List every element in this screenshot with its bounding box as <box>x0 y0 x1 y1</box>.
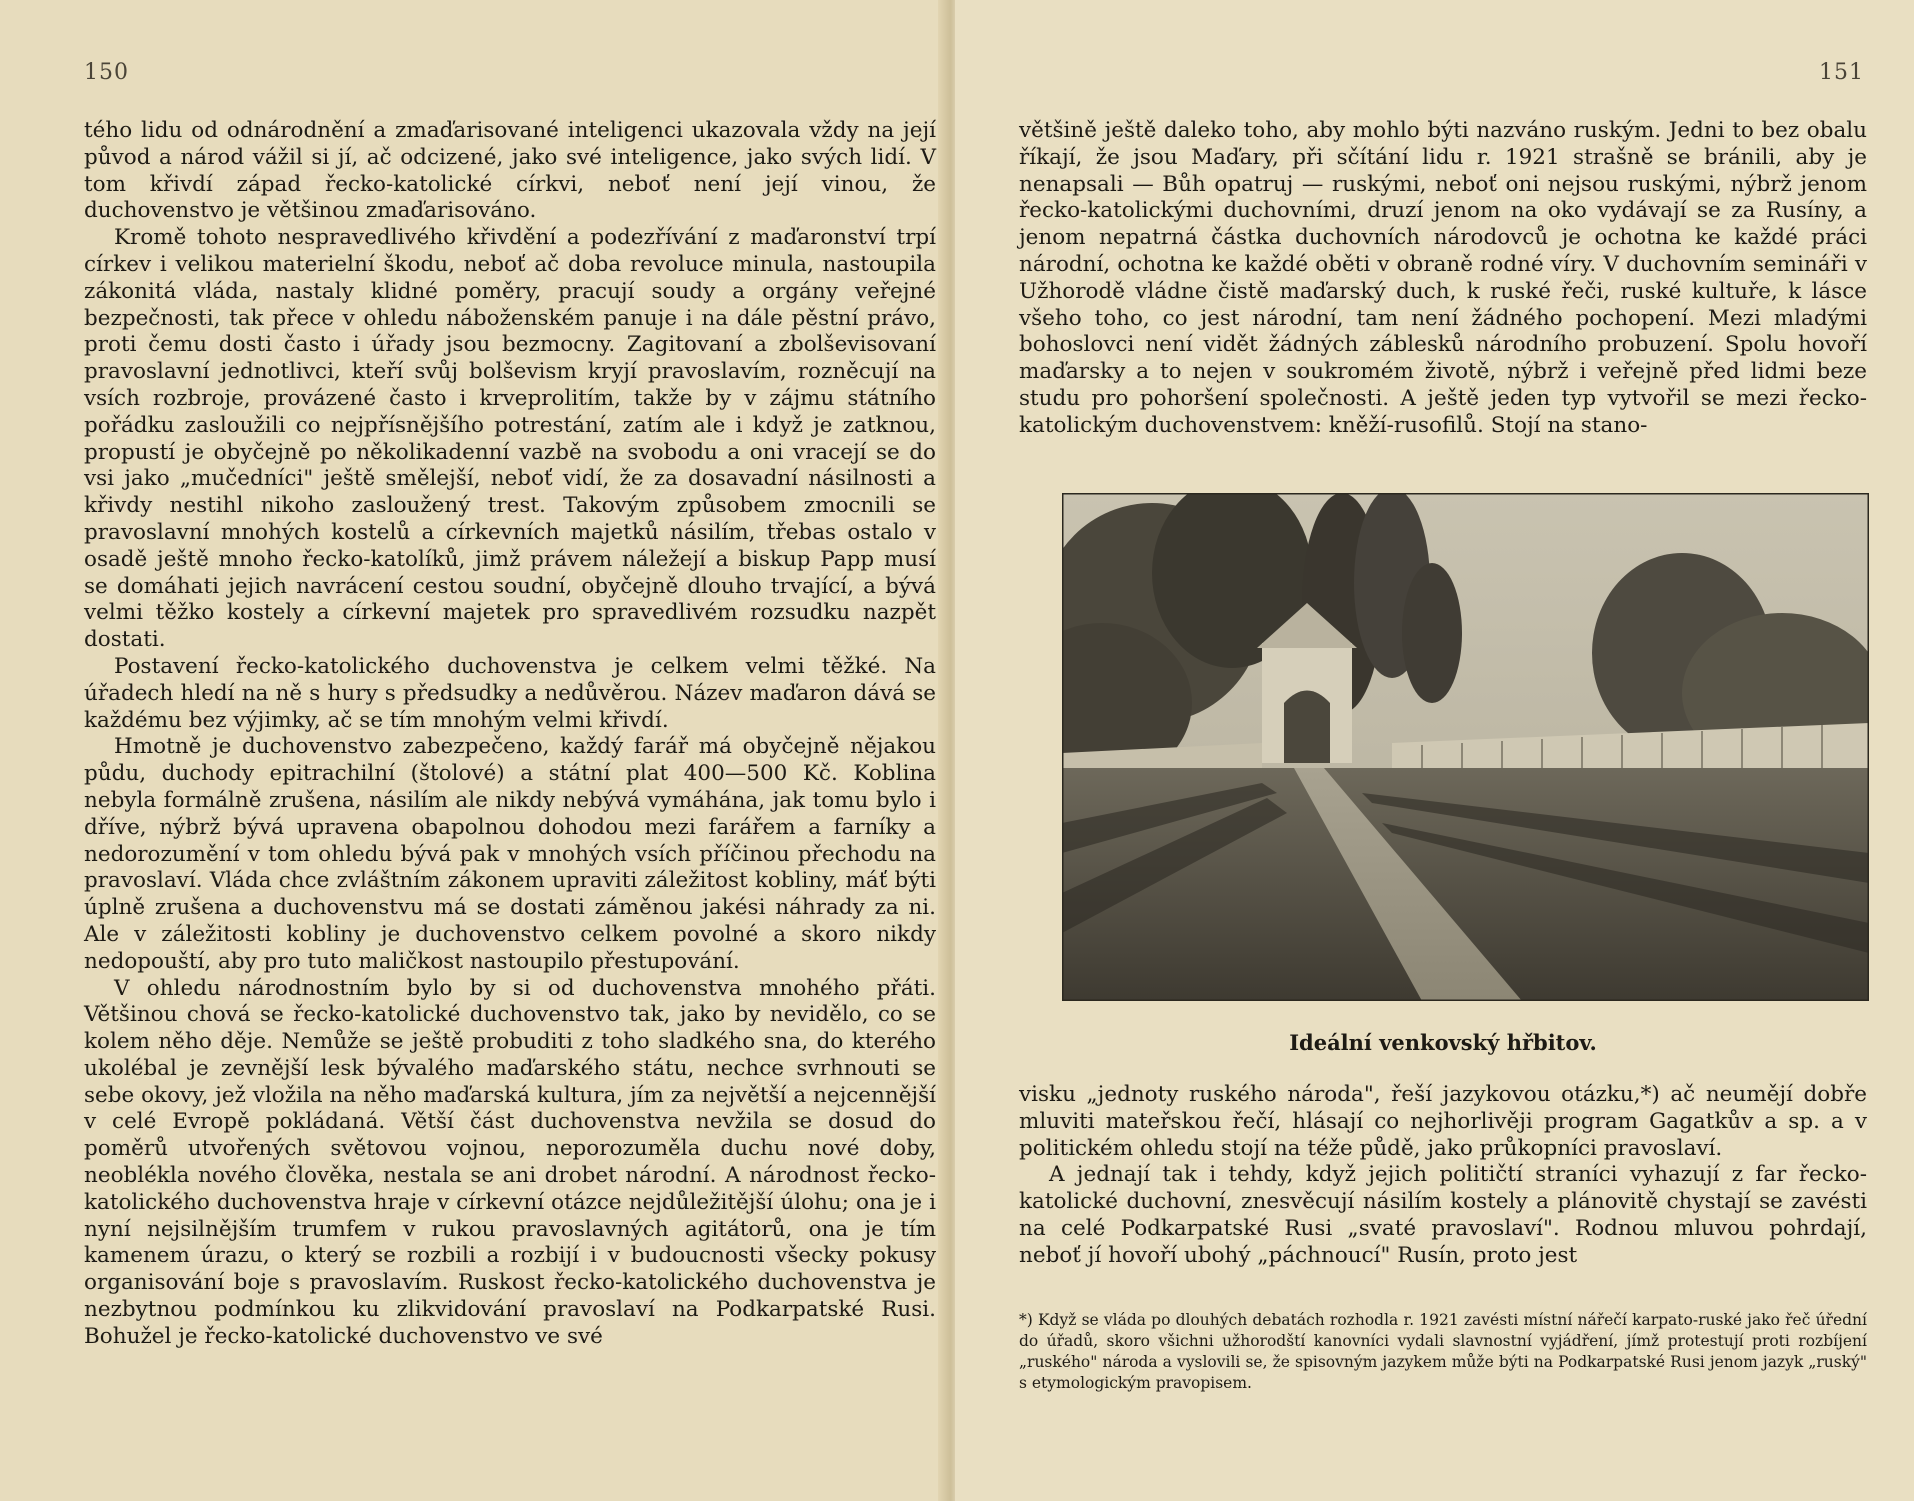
left-page-body <box>84 118 936 1351</box>
paragraph: visku „jednoty ruského národa", řeší jazykovou otázku,*) ač neumějí dobře mluviti mateřskou řečí, hlásají co nejhorlivěji program Gagatkův a sp. a v politickém ohledu stojí na téže půdě, jako průkopníci pravoslaví. <box>1019 1082 1867 1161</box>
paragraph: Hmotně je duchovenstvo zabezpečeno, každý farář má obyčejně nějakou půdu, duchody epitrachilní (štolové) a státní plat 400—500 Kč. Koblina nebyla formálně zrušena, násilím ale nikdy nebývá vymáhána, jak tomu bylo i dříve, nýbrž bývá upravena obapolnou dohodou mezi farářem a farníky a nedorozumění v tom ohledu bývá pak v mnohých vsích příčinou přechodu na pravoslaví. Vláda chce zvláštním zákonem upraviti záležitost kobliny, máť býti úplně zrušena a duchovenstvu má se dostati záměnou jakési náhrady za ni. Ale v záležitosti kobliny je duchovenstvo celkem povolné a skoro nikdy nedopouští, aby pro tuto maličkost nastoupilo přestupování. <box>84 734 936 974</box>
paragraph: tého lidu od odnárodnění a zmaďarisované inteligenci ukazovala vždy na její původ a národ vážil si jí, ač odcizené, jako své inteligence, jako svých lidí. V tom křivdí západ řecko-katolické církvi, neboť není její vinou, že duchovenstvo je většinou zmaďarisováno. <box>84 118 936 224</box>
paragraph: Kromě tohoto nespravedlivého křivdění a podezřívání z maďaronství trpí církev i velikou materielní škodu, neboť ač doba revoluce minula, nastoupila zákonitá vláda, nastaly klidné poměry, pracují soudy a orgány veřejné bezpečnosti, tak přece v ohledu náboženském panuje i na dále pěstní právo, proti čemu dosti často i úřady jsou bezmocny. Zagitovaní a zbolševisovaní pravoslavní jednotlivci, kteří svůj bolševism kryjí pravoslavím, rozněcují na vsích rozbroje, provázené často i krveprolitím, takže by v zájmu státního pořádku zasloužili co nejpřísnějšího potrestání, zatím ale i když je zatknou, propustí je obyčejně po několikadenní vazbě na svobodu a oni vracejí se do vsi jako „mučedníci" ještě smělejší, neboť vidí, že za dosavadní násilnosti a křivdy nestihl nikoho zasloužený trest. Takovým způsobem zmocnili se pravoslavní mnohých kostelů a církevních majetků násilím, třebas ostalo v osadě ještě mnoho řecko-katolíků, jimž právem náležejí a biskup Papp musí se domáhati jejich navrácení cestou soudní, obyčejně dlouho trvající, a bývá velmi těžko kostely a církevní majetek pro spravedlivém rozsudku nazpět dostati. <box>84 225 936 653</box>
footnote: *) Když se vláda po dlouhých debatách rozhodla r. 1921 zavésti místní nářečí karpato-ruské jako řeč úřední do úřadů, skoro všichni užhorodští kanovníci vydali slavnostní vyjádření, jímž protestují proti rozbíjení „ruského" národa a vyslovili se, že spisovným jazykem může býti na Podkarpatské Rusi jenom jazyk „ruský" s etymologickým pravopisem. <box>1019 1311 1867 1392</box>
paragraph: V ohledu národnostním bylo by si od duchovenstva mnohého přáti. Většinou chová se řecko-katolické duchovenstvo tak, jako by nevidělo, co se kolem něho děje. Nemůže se ještě probuditi z toho sladkého sna, do kterého ukolébal je zevnější lesk bývalého maďarského státu, nechce svrhnouti se sebe okovy, jež vložila na něho maďarská kultura, jím za největší a nejcennější v celé Evropě pokládaná. Větší část duchovenstva nevžila se dosud do poměrů utvořených světovou vojnou, neporozuměla duchu nové doby, neoblékla nového člověka, nestala se ani drobet národní. A národnost řecko-katolického duchovenstva hraje v církevní otázce nejdůležitější úlohu; ona je i nyní nejsilnějším trumfem v rukou pravoslavných agitátorů, ona je tím kamenem úrazu, o který se rozbili a rozbijí i v budoucnosti všecky pokusy organisování boje s pravoslavím. Ruskost řecko-katolického duchovenstva je nezbytnou podmínkou ku zlikvidování pravoslaví na Podkarpatské Rusi. Bohužel je řecko-katolické duchovenstvo ve své <box>84 975 936 1349</box>
cemetery-photo <box>1062 493 1869 1001</box>
paragraph: A jednají tak i tehdy, když jejich političtí straníci vyhazují z far řecko-katolické duchovní, znesvěcují násilím kostely a plánovitě chystají se zavésti na celé Podkarpatské Rusi „svaté pravoslaví". Rodnou mluvou pohrdají, neboť jí hovoří ubohý „páchnoucí" Rusín, proto jest <box>1019 1162 1867 1268</box>
page-number-right: 151 <box>1819 60 1864 85</box>
right-page <box>955 0 1914 1501</box>
left-page <box>0 0 950 1501</box>
page-number-left: 150 <box>84 60 129 85</box>
right-page-top-body <box>1019 118 1867 440</box>
photo-caption: Ideální venkovský hřbitov. <box>1289 1030 1597 1055</box>
paragraph: Postavení řecko-katolického duchovenstva je celkem velmi těžké. Na úřadech hledí na ně s hury s předsudky a nedůvěrou. Název maďaron dává se každému bez výjimky, ač se tím mnohým velmi křivdí. <box>84 653 936 733</box>
right-page-bottom-body <box>1019 1082 1867 1270</box>
paragraph: většině ještě daleko toho, aby mohlo býti nazváno ruským. Jedni to bez obalu říkají, že jsou Maďary, při sčítání lidu r. 1921 strašně se bránili, aby je nenapsali — Bůh opatruj — ruskými, neboť oni nejsou ruskými, nýbrž jenom řecko-katolickými duchovními, druzí jenom na oko vydávají se za Rusíny, a jenom nepatrná částka duchovních národovců je ochotna ke každé práci národní, ochotna ke každé oběti v obraně rodné víry. V duchovním semináři v Užhorodě vládne čistě maďarský duch, k ruské řeči, ruské kultuře, k lásce všeho toho, co jest národní, tam není žádného pochopení. Mezi mladými bohoslovci není vidět žádných záblesků národního probuzení. Spolu hovoří maďarsky a to nejen v soukromém životě, nýbrž i veřejně před lidmi beze studu pro pohoršení společnosti. A ještě jeden typ vytvořil se mezi řecko-katolickým duchovenstvem: kněží-rusofilů. Stojí na stano- <box>1019 118 1867 438</box>
cemetery-photo-icon <box>1062 493 1869 1001</box>
